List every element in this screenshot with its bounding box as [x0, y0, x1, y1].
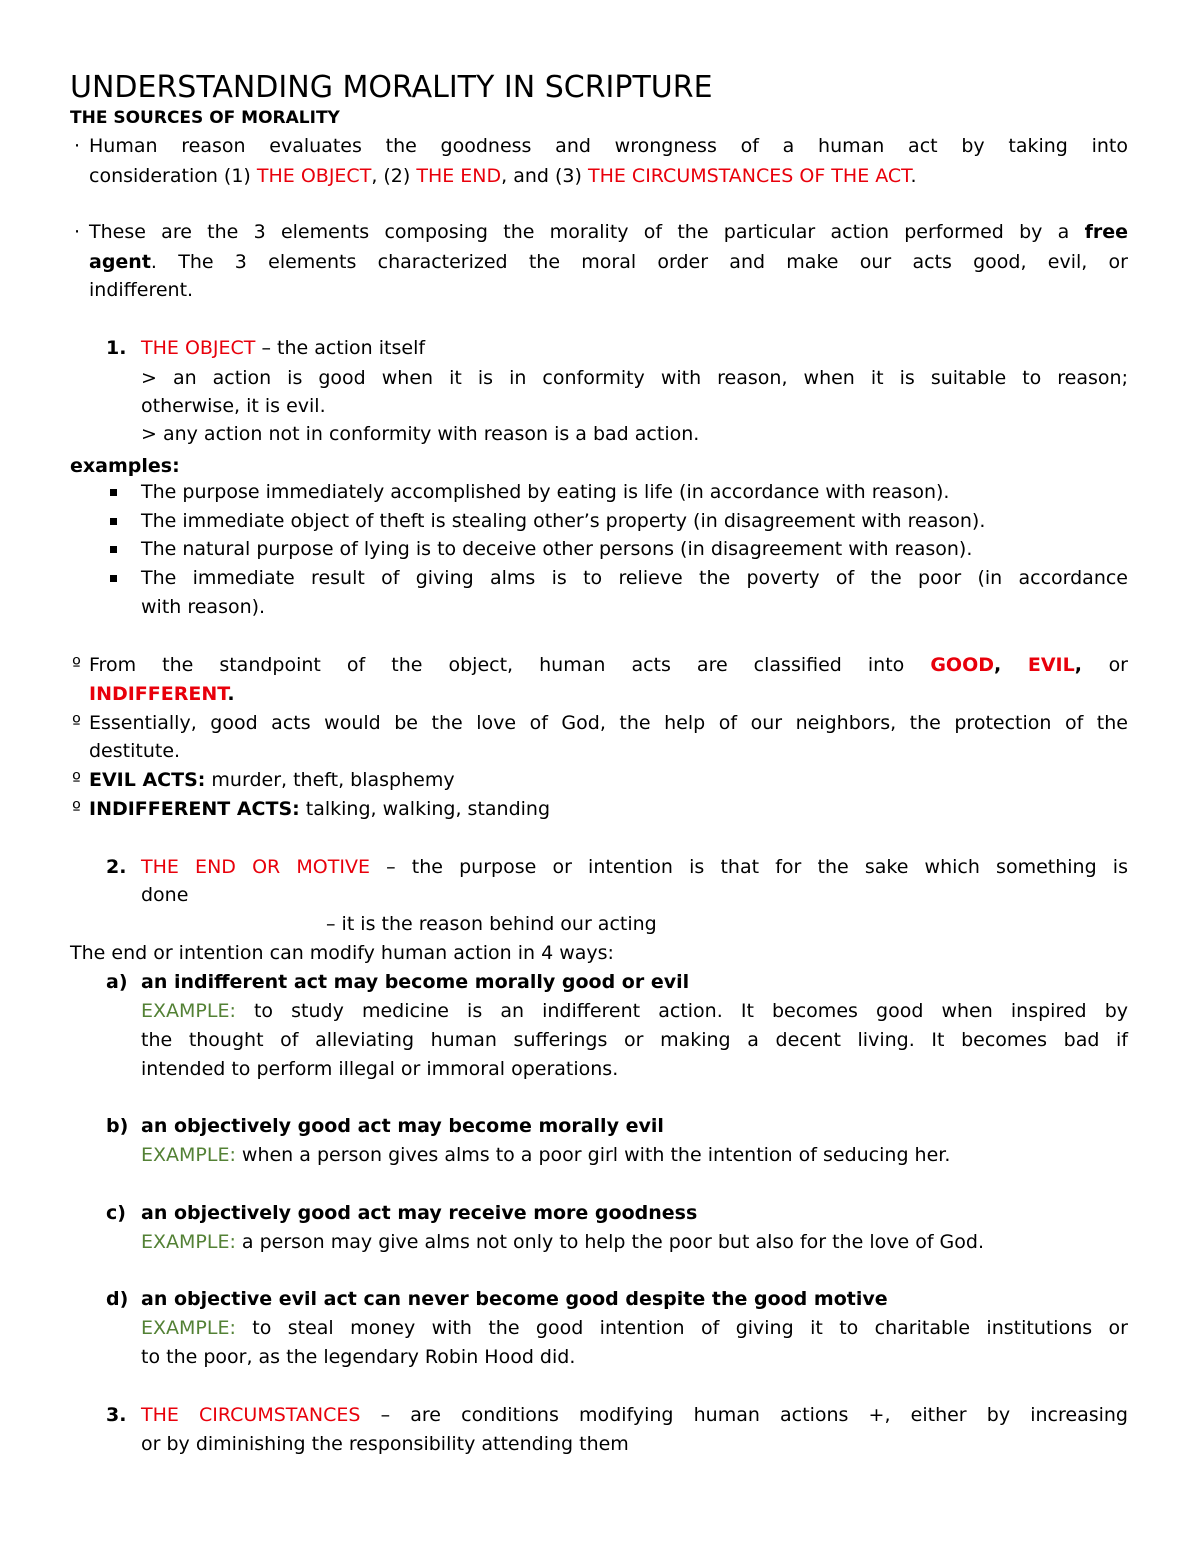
item-number-2: 2.	[106, 856, 127, 878]
section-subtitle: THE SOURCES OF MORALITY	[70, 108, 340, 128]
list-item: The purpose immediately accomplished by eating is life (in accordance with reason).	[141, 481, 950, 503]
circ-heading: THE CIRCUMSTANCES – are conditions modifying human actions +, either by increasing	[141, 1404, 1128, 1426]
good-acts-line2: destitute.	[89, 740, 181, 762]
list-item: The immediate result of giving alms is to relieve the poverty of the poor (in accordance	[141, 567, 1128, 589]
letter-a: a)	[106, 971, 128, 993]
way-c-heading: an objectively good act may receive more goodness	[141, 1202, 698, 1224]
object-heading: THE OBJECT – the action itself	[141, 337, 426, 359]
item-number-1: 1.	[106, 337, 127, 359]
page-title: UNDERSTANDING MORALITY IN SCRIPTURE	[70, 70, 713, 105]
bullet-degree-icon: º	[72, 798, 81, 820]
square-bullet-icon	[110, 575, 117, 582]
classify-line2: INDIFFERENT.	[89, 683, 235, 705]
term-end: THE END	[416, 165, 502, 187]
bullet-degree-icon: º	[72, 769, 81, 791]
end-heading-cont: done	[141, 884, 189, 906]
way-a-example-3: intended to perform illegal or immoral operations.	[141, 1058, 619, 1080]
way-a-example-1: EXAMPLE: to study medicine is an indifferent action. It becomes good when inspired by	[141, 1000, 1128, 1022]
way-a-example-2: the thought of alleviating human sufferings or making a decent living. It becomes bad if	[141, 1029, 1128, 1051]
classify-line1: From the standpoint of the object, human acts are classified into GOOD, EVIL, or	[89, 654, 1128, 676]
good-acts-line1: Essentially, good acts would be the love of God, the help of our neighbors, the protection of the	[89, 712, 1128, 734]
examples-label: examples:	[70, 455, 180, 477]
way-b-heading: an objectively good act may become morally evil	[141, 1115, 664, 1137]
way-d-example-2: to the poor, as the legendary Robin Hood did.	[141, 1346, 576, 1368]
bullet-degree-icon: º	[72, 654, 81, 676]
way-c-example: EXAMPLE: a person may give alms not only to help the poor but also for the love of God.	[141, 1231, 985, 1253]
way-d-example-1: EXAMPLE: to steal money with the good intention of giving it to charitable institutions or	[141, 1317, 1128, 1339]
letter-b: b)	[106, 1115, 129, 1137]
intro-p2-line2: agent. The 3 elements characterized the moral order and make our acts good, evil, or	[89, 251, 1128, 273]
intro-p1-line1: Human reason evaluates the goodness and wrongness of a human act by taking into	[89, 135, 1128, 157]
term-circumstances: THE CIRCUMSTANCES OF THE ACT	[587, 165, 911, 187]
intro-p2-line1: These are the 3 elements composing the morality of the particular action performed by a free	[89, 221, 1128, 243]
end-intro: The end or intention can modify human action in 4 ways:	[70, 942, 614, 964]
object-rule-2: > any action not in conformity with reason is a bad action.	[141, 423, 700, 445]
square-bullet-icon	[110, 546, 117, 553]
list-item-cont: with reason).	[141, 596, 266, 618]
circ-heading-cont: or by diminishing the responsibility attending them	[141, 1433, 629, 1455]
intro-p1-line2: consideration (1) THE OBJECT, (2) THE END, and (3) THE CIRCUMSTANCES OF THE ACT.	[89, 165, 917, 187]
object-rule-1: > an action is good when it is in conformity with reason, when it is suitable to reason;	[141, 367, 1128, 389]
term-object: THE OBJECT	[256, 165, 372, 187]
end-heading: THE END OR MOTIVE – the purpose or intention is that for the sake which something is	[141, 856, 1128, 878]
way-a-heading: an indifferent act may become morally good or evil	[141, 971, 690, 993]
square-bullet-icon	[110, 518, 117, 525]
way-d-heading: an objective evil act can never become good despite the good motive	[141, 1288, 888, 1310]
bullet-dot-icon: ·	[74, 221, 81, 243]
list-item: The natural purpose of lying is to deceive other persons (in disagreement with reason).	[141, 538, 973, 560]
intro-p2-line3: indifferent.	[89, 279, 194, 301]
end-def-2: – it is the reason behind our acting	[326, 913, 657, 935]
evil-acts: EVIL ACTS: murder, theft, blasphemy	[89, 769, 455, 791]
letter-d: d)	[106, 1288, 129, 1310]
way-b-example: EXAMPLE: when a person gives alms to a poor girl with the intention of seducing her.	[141, 1144, 951, 1166]
object-rule-1-cont: otherwise, it is evil.	[141, 395, 326, 417]
bullet-degree-icon: º	[72, 712, 81, 734]
indifferent-acts: INDIFFERENT ACTS: talking, walking, standing	[89, 798, 551, 820]
list-item: The immediate object of theft is stealing other’s property (in disagreement with reason).	[141, 510, 986, 532]
letter-c: c)	[106, 1202, 126, 1224]
item-number-3: 3.	[106, 1404, 127, 1426]
bullet-dot-icon: ·	[74, 135, 81, 157]
square-bullet-icon	[110, 489, 117, 496]
